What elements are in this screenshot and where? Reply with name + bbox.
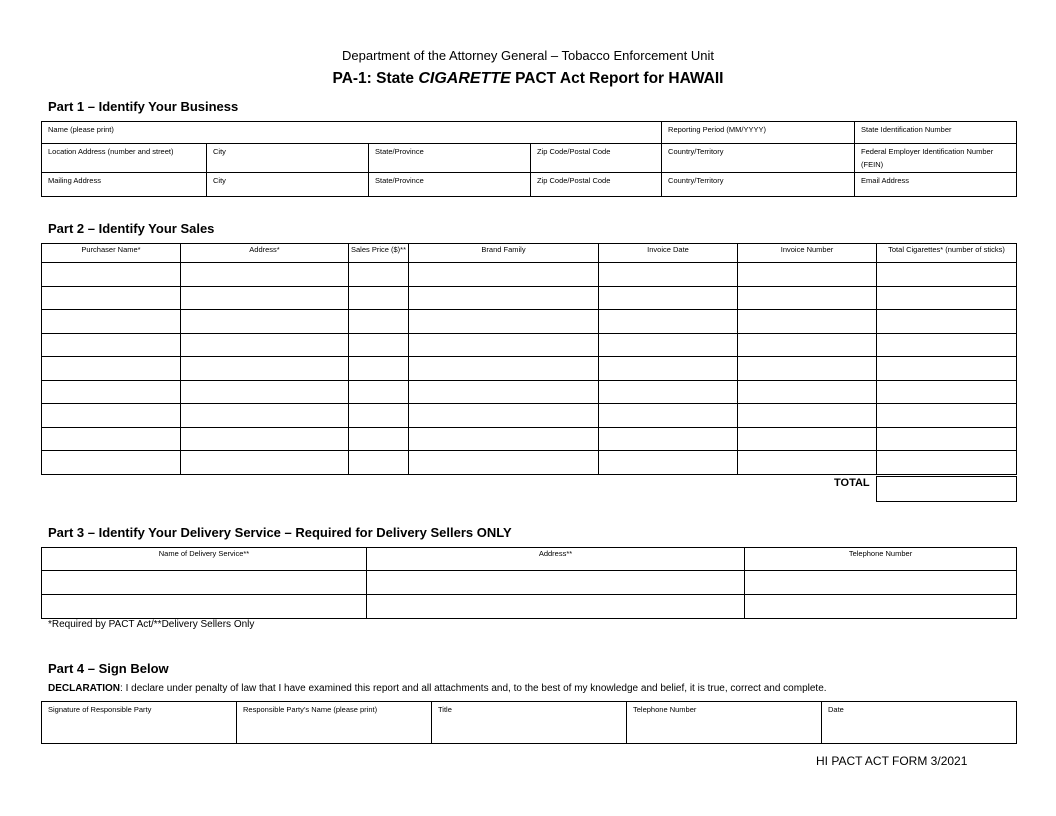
party-name-label: Responsible Party’s Name (please print) [243,705,378,714]
signature-field[interactable] [42,702,237,744]
sales-cell[interactable] [599,451,738,475]
col-invoice-date: Invoice Date [599,244,738,263]
sales-cell[interactable] [349,333,409,357]
sales-cell[interactable] [738,451,877,475]
sales-cell[interactable] [181,310,349,334]
footnote: *Required by PACT Act/**Delivery Sellers Only [48,619,255,630]
sales-cell[interactable] [409,333,599,357]
title-prefix: PA-1: State [332,70,419,87]
sales-cell[interactable] [181,404,349,428]
department-name: Department of the Attorney General – Tobacco Enforcement Unit [342,48,714,63]
sales-cell[interactable] [42,404,181,428]
col-invoice-number: Invoice Number [738,244,877,263]
sales-row [42,286,1017,310]
mailing-zip-label: Zip Code/Postal Code [537,176,611,185]
col-delivery-address: Address** [367,548,745,571]
name-field[interactable] [42,122,662,144]
party-name-field[interactable] [237,702,432,744]
sales-cell[interactable] [349,286,409,310]
sales-cell[interactable] [409,404,599,428]
mailing-state-field[interactable] [369,173,531,197]
sales-cell[interactable] [181,357,349,381]
mailing-state-label: State/Province [375,176,424,185]
location-country-field[interactable] [662,144,855,173]
sales-cell[interactable] [349,310,409,334]
sales-row [42,404,1017,428]
declaration-label: DECLARATION [48,683,121,694]
delivery-cell[interactable] [42,571,367,595]
mailing-address-field[interactable] [42,173,207,197]
sales-cell[interactable] [409,310,599,334]
part1-heading: Part 1 – Identify Your Business [48,99,239,114]
delivery-cell[interactable] [42,595,367,619]
sales-cell[interactable] [877,451,1017,475]
location-state-label: State/Province [375,147,424,156]
sales-cell[interactable] [877,310,1017,334]
sales-cell[interactable] [181,286,349,310]
sales-cell[interactable] [599,286,738,310]
sales-cell[interactable] [599,357,738,381]
sales-cell[interactable] [599,310,738,334]
mailing-country-field[interactable] [662,173,855,197]
sales-cell[interactable] [181,427,349,451]
delivery-cell[interactable] [745,571,1017,595]
sales-cell[interactable] [42,357,181,381]
sales-cell[interactable] [599,380,738,404]
total-label: TOTAL [834,477,870,489]
sales-row [42,357,1017,381]
sales-cell[interactable] [181,263,349,287]
title-label: Title [438,705,452,714]
sales-cell[interactable] [599,427,738,451]
email-field[interactable] [855,173,1017,197]
date-label: Date [828,705,844,714]
delivery-cell[interactable] [367,595,745,619]
col-brand-family: Brand Family [409,244,599,263]
title-suffix: PACT Act Report for HAWAII [510,70,724,87]
sales-cell[interactable] [409,427,599,451]
sales-cell[interactable] [738,333,877,357]
sales-table [41,243,1017,475]
delivery-row [42,571,1017,595]
sales-cell[interactable] [409,380,599,404]
sales-cell[interactable] [181,380,349,404]
sales-cell[interactable] [42,286,181,310]
name-label: Name (please print) [48,125,114,134]
location-address-field[interactable] [42,144,207,173]
sales-cell[interactable] [599,333,738,357]
delivery-row [42,595,1017,619]
col-delivery-service: Name of Delivery Service** [42,548,367,571]
sales-cell[interactable] [738,404,877,428]
sales-cell[interactable] [42,310,181,334]
sales-cell[interactable] [599,263,738,287]
col-total-cigarettes: Total Cigarettes* (number of sticks) [877,244,1017,263]
sales-cell[interactable] [877,380,1017,404]
sales-row [42,263,1017,287]
signature-label: Signature of Responsible Party [48,705,152,714]
form-id: HI PACT ACT FORM 3/2021 [816,754,968,768]
title-field[interactable] [432,702,627,744]
sales-cell[interactable] [349,451,409,475]
state-id-field[interactable] [855,122,1017,144]
sales-cell[interactable] [42,451,181,475]
form-title [0,70,1056,88]
sales-cell[interactable] [738,310,877,334]
declaration [48,683,827,694]
business-table [41,121,1017,197]
mailing-zip-field[interactable] [531,173,662,197]
delivery-cell[interactable] [367,571,745,595]
delivery-cell[interactable] [745,595,1017,619]
fein-label: Federal Employer Identification Number (FEIN) [861,147,994,169]
telephone-field[interactable] [627,702,822,744]
sales-cell[interactable] [738,427,877,451]
location-country-label: Country/Territory [668,147,724,156]
part4-heading: Part 4 – Sign Below [48,661,169,676]
sales-cell[interactable] [409,263,599,287]
sales-cell[interactable] [738,357,877,381]
sales-cell[interactable] [42,333,181,357]
mailing-city-label: City [213,176,226,185]
title-italic: CIGARETTE [418,70,511,87]
col-delivery-telephone: Telephone Number [745,548,1017,571]
sales-cell[interactable] [738,286,877,310]
sales-cell[interactable] [877,427,1017,451]
col-address: Address* [181,244,349,263]
sales-cell[interactable] [738,263,877,287]
sales-cell[interactable] [349,263,409,287]
sales-cell[interactable] [42,380,181,404]
part2-heading: Part 2 – Identify Your Sales [48,221,215,236]
sales-cell[interactable] [877,357,1017,381]
reporting-period-label: Reporting Period (MM/YYYY) [668,125,766,134]
sales-row [42,451,1017,475]
declaration-text: : I declare under penalty of law that I have examined this report and all attachments and, to the best of my knowledge and belief, it is true, correct and complete. [120,683,827,694]
sales-cell[interactable] [738,380,877,404]
location-city-field[interactable] [207,144,369,173]
sales-cell[interactable] [349,357,409,381]
location-zip-field[interactable] [531,144,662,173]
delivery-table [41,547,1017,619]
signature-table [41,701,1017,744]
sales-cell[interactable] [349,380,409,404]
sales-cell[interactable] [877,404,1017,428]
fein-field[interactable] [855,144,1017,173]
sales-row [42,310,1017,334]
sales-cell[interactable] [877,263,1017,287]
mailing-country-label: Country/Territory [668,176,724,185]
sales-cell[interactable] [599,404,738,428]
mailing-address-label: Mailing Address [48,176,101,185]
mailing-city-field[interactable] [207,173,369,197]
sales-cell[interactable] [409,286,599,310]
sales-cell[interactable] [877,333,1017,357]
sales-cell[interactable] [349,427,409,451]
date-field[interactable] [822,702,1017,744]
sales-cell[interactable] [877,286,1017,310]
sales-cell[interactable] [409,451,599,475]
state-id-label: State Identification Number [861,125,952,134]
col-sales-price: Sales Price ($)** [349,244,409,263]
sales-cell[interactable] [181,451,349,475]
sales-row [42,333,1017,357]
location-state-field[interactable] [369,144,531,173]
sales-cell[interactable] [409,357,599,381]
sales-cell[interactable] [42,263,181,287]
reporting-period-field[interactable] [662,122,855,144]
location-zip-label: Zip Code/Postal Code [537,147,611,156]
location-city-label: City [213,147,226,156]
col-purchaser-name: Purchaser Name* [42,244,181,263]
sales-cell[interactable] [181,333,349,357]
telephone-label: Telephone Number [633,705,697,714]
email-label: Email Address [861,176,909,185]
location-address-label: Location Address (number and street) [48,147,174,156]
part3-heading: Part 3 – Identify Your Delivery Service – Required for Delivery Sellers ONLY [48,525,512,540]
total-input[interactable] [876,476,1017,502]
sales-row [42,380,1017,404]
sales-cell[interactable] [42,427,181,451]
sales-cell[interactable] [349,404,409,428]
sales-row [42,427,1017,451]
